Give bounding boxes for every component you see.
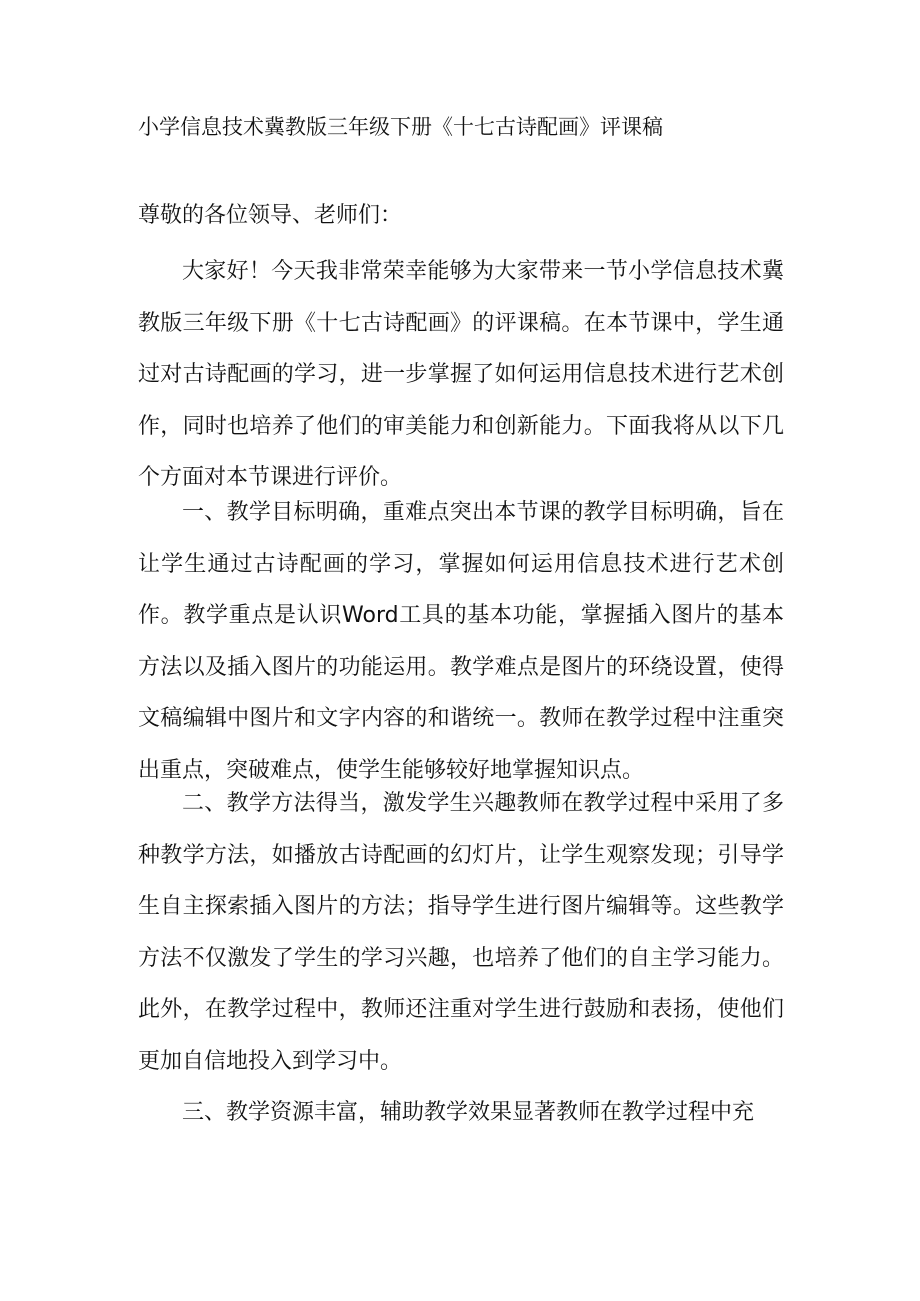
paragraph-section-3: 三、教学资源丰富，辅助教学效果显著教师在教学过程中充 <box>182 1100 755 1125</box>
paragraph-section-2: 二、教学方法得当，激发学生兴趣教师在教学过程中采用了多种教学方法，如播放古诗配画的幻灯片，让学生观察发现；引导学生自主探索插入图片的方法；指导学生进行图片编辑等。这些教学方法不仅激发了学生的学习兴趣，也培养了他们的自主学习能力。此外，在教学过程中，教师还注重对学生进行鼓励和表扬，使他们更加自信地投入到学习中。 <box>138 791 784 1074</box>
greeting: 尊敬的各位领导、老师们： <box>138 203 403 228</box>
paragraph-section-1: 一、教学目标明确，重难点突出本节课的教学目标明确，旨在让学生通过古诗配画的学习，掌握如何运用信息技术进行艺术创作。教学重点是认识Word工具的基本功能，掌握插入图片的基本方法以及插入图片的功能运用。教学难点是图片的环绕设置，使得文稿编辑中图片和文字内容的和谐统一。教师在教学过程中注重突出重点，突破难点，使学生能够较好地掌握知识点。 <box>138 500 784 783</box>
paragraph-intro: 大家好！今天我非常荣幸能够为大家带来一节小学信息技术冀教版三年级下册《十七古诗配画》的评课稿。在本节课中，学生通过对古诗配画的学习，进一步掌握了如何运用信息技术进行艺术创作，同时也培养了他们的审美能力和创新能力。下面我将从以下几个方面对本节课进行评价。 <box>138 259 784 490</box>
document-title: 小学信息技术冀教版三年级下册《十七古诗配画》评课稿 <box>138 115 663 139</box>
